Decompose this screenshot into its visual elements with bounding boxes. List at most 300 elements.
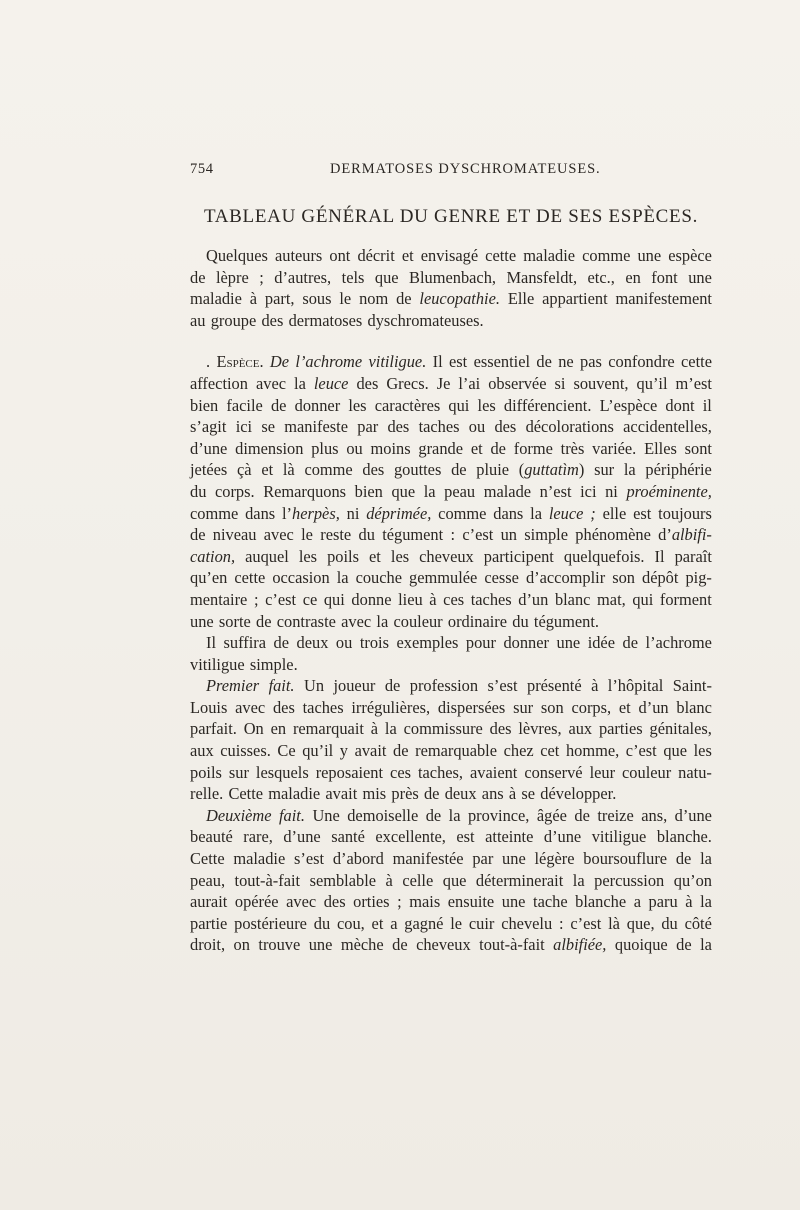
word — [390, 762, 411, 784]
text-run: la — [376, 611, 389, 631]
text-run: et — [261, 460, 274, 480]
word — [327, 546, 359, 568]
text-run: maladie — [233, 849, 286, 869]
word — [356, 373, 378, 395]
word — [651, 267, 677, 289]
text-run: province, — [467, 805, 530, 825]
text-run: profession — [409, 676, 479, 696]
text-run: la — [294, 373, 306, 393]
word — [623, 416, 712, 438]
word — [347, 503, 360, 525]
word — [469, 416, 485, 438]
text-run: qu’on — [673, 870, 712, 890]
word — [375, 395, 441, 417]
word — [235, 697, 265, 719]
word — [676, 848, 691, 870]
text-run: ni — [605, 481, 618, 501]
word — [512, 611, 528, 633]
text-run: et — [371, 913, 384, 933]
text-run: périphérie — [645, 460, 712, 480]
text-run: donne — [351, 589, 392, 609]
text-run: taches — [418, 417, 460, 437]
word — [394, 459, 441, 481]
word — [625, 267, 640, 289]
italic-text: l’achrome — [295, 352, 363, 372]
word — [458, 373, 480, 395]
text-line — [190, 934, 712, 956]
word — [284, 416, 348, 438]
text-run: peau, — [190, 870, 226, 890]
text-run: Mansfeldt, — [506, 267, 578, 287]
word — [549, 503, 584, 525]
word — [190, 481, 206, 503]
word — [468, 805, 529, 827]
text-run: taches, — [417, 762, 464, 782]
text-run: forme — [513, 438, 553, 458]
word — [261, 459, 273, 481]
word — [265, 288, 295, 310]
word — [294, 373, 306, 395]
word — [302, 288, 331, 310]
word — [626, 740, 657, 762]
text-run: postérieure — [234, 913, 307, 933]
text-run: d’un — [638, 697, 669, 717]
word — [415, 740, 497, 762]
word — [608, 351, 674, 373]
word — [478, 395, 496, 417]
text-run: de — [490, 438, 506, 458]
word — [456, 826, 474, 848]
word — [359, 524, 375, 546]
text-line — [190, 762, 712, 784]
word — [650, 718, 712, 740]
word — [271, 718, 286, 740]
text-run: maladie — [523, 246, 576, 265]
word — [626, 481, 711, 503]
word — [293, 718, 364, 740]
text-run: près — [391, 784, 419, 804]
word — [268, 783, 320, 805]
word — [534, 611, 599, 633]
text-run: comme — [438, 503, 487, 523]
text-run: semblable — [309, 870, 377, 890]
text-run: couleur — [393, 611, 443, 631]
word — [657, 826, 712, 848]
word — [274, 267, 331, 289]
text-run: Une — [312, 805, 340, 825]
text-run: tégument — [382, 525, 444, 545]
text-run: d’une — [674, 805, 712, 825]
word — [316, 762, 383, 784]
word — [409, 891, 440, 913]
text-run: rare, — [243, 827, 273, 847]
text-run: essentiel — [473, 352, 531, 372]
text-run: exemples — [396, 633, 459, 653]
text-run: sont — [684, 438, 712, 458]
word — [409, 567, 477, 589]
text-run: groupe — [210, 310, 257, 330]
text-run: et — [618, 697, 631, 717]
text-run: de — [273, 633, 290, 653]
text-run: avait — [325, 784, 358, 804]
word — [303, 697, 344, 719]
text-run: dans — [245, 503, 276, 523]
text-run: tout-à-fait — [479, 935, 545, 955]
text-run: par — [357, 417, 379, 437]
text-run: ces — [443, 589, 465, 609]
text-run: une — [688, 267, 712, 287]
text-run: se — [521, 784, 536, 804]
text-run: avait — [354, 741, 387, 761]
word — [234, 913, 307, 935]
text-run: de — [536, 352, 552, 372]
word — [466, 632, 496, 654]
word — [448, 611, 507, 633]
text-run: manifestement — [615, 289, 712, 309]
word — [472, 848, 493, 870]
text-run: dont — [665, 395, 695, 415]
text-run: dyschromateuses. — [367, 310, 484, 330]
text-run: déterminerait — [475, 870, 564, 890]
word — [190, 870, 225, 892]
italic-text: De — [269, 352, 290, 372]
text-run: d’accomplir — [525, 568, 606, 588]
word — [402, 870, 433, 892]
word — [190, 718, 237, 740]
text-run: santé — [331, 827, 365, 847]
word — [555, 589, 591, 611]
word — [501, 524, 517, 546]
word — [575, 524, 651, 546]
word — [190, 373, 248, 395]
word — [484, 567, 519, 589]
word — [462, 524, 493, 546]
text-run: taches — [470, 589, 512, 609]
text-run: lèvres, — [518, 719, 562, 739]
word — [337, 913, 365, 935]
text-run: a — [633, 892, 641, 912]
word — [376, 611, 388, 633]
word — [503, 632, 549, 654]
text-run: trouve — [258, 935, 301, 955]
text-run: l’ — [281, 503, 292, 523]
text-run: la — [423, 481, 436, 501]
text-line — [190, 373, 712, 395]
text-run: ; — [253, 589, 259, 609]
word — [190, 740, 214, 762]
word — [688, 267, 712, 289]
text-run: bien — [354, 481, 383, 501]
word — [644, 438, 677, 460]
text-run: de — [384, 676, 401, 696]
word — [320, 524, 351, 546]
text-run: des — [261, 310, 284, 330]
text-run: font — [651, 267, 678, 287]
word — [418, 762, 463, 784]
text-line — [190, 891, 712, 913]
word — [324, 589, 345, 611]
text-run: les — [298, 546, 318, 566]
text-run: cet — [540, 741, 560, 761]
word — [213, 524, 257, 546]
word — [438, 697, 505, 719]
word — [393, 611, 442, 633]
word — [393, 740, 408, 762]
word — [592, 826, 647, 848]
word — [190, 438, 227, 460]
word — [608, 913, 620, 935]
word — [342, 267, 365, 289]
text-run: que — [442, 870, 467, 890]
text-run: du — [512, 611, 529, 631]
word — [561, 438, 585, 460]
word — [355, 740, 387, 762]
text-run: côté — [684, 913, 712, 933]
word — [437, 373, 451, 395]
word — [355, 481, 383, 503]
text-run: forment — [659, 589, 712, 609]
word — [426, 805, 441, 827]
text-run: en — [270, 719, 287, 739]
word — [299, 546, 317, 568]
word — [371, 718, 378, 740]
text-run: çà — [237, 460, 252, 480]
word — [676, 697, 712, 719]
text-run: dispersées — [437, 697, 506, 717]
text-run: comme — [304, 460, 353, 480]
word — [386, 870, 393, 892]
text-run: que — [374, 267, 399, 287]
word — [470, 762, 517, 784]
text-run: maladie — [190, 289, 242, 309]
text-run: blanche — [575, 892, 627, 912]
word — [627, 913, 655, 935]
text-run: tache — [533, 892, 568, 912]
word — [216, 267, 249, 289]
word — [245, 546, 289, 568]
text-run: peau — [444, 481, 476, 501]
word — [409, 267, 496, 289]
word — [233, 848, 285, 870]
word — [190, 395, 218, 417]
word — [575, 891, 626, 913]
text-line — [190, 913, 712, 935]
word — [419, 288, 500, 310]
text-run: une — [637, 246, 662, 265]
word — [580, 481, 596, 503]
text-run: espèce — [668, 246, 712, 265]
word — [518, 718, 561, 740]
word — [329, 245, 350, 267]
text-run: de — [270, 395, 287, 415]
text-run: sur — [513, 697, 534, 717]
text-run: de — [425, 805, 442, 825]
word — [263, 481, 346, 503]
word — [418, 438, 463, 460]
word — [279, 805, 305, 827]
text-run: maladie — [268, 784, 321, 804]
word — [297, 632, 329, 654]
word — [676, 934, 691, 956]
word — [541, 697, 564, 719]
text-run: et — [470, 438, 483, 458]
italic-text: ; — [590, 503, 596, 523]
word — [265, 589, 296, 611]
text-run: s’est — [294, 849, 325, 869]
word — [256, 762, 309, 784]
word — [488, 675, 518, 697]
running-title: DERMATOSES DYSCHROMATEUSES. — [330, 161, 601, 177]
text-run: . — [206, 352, 211, 372]
text-run: tégument. — [533, 611, 599, 631]
text-run: de — [190, 267, 206, 287]
word — [676, 373, 712, 395]
word — [190, 567, 227, 589]
text-run: ( — [518, 460, 525, 480]
text-run: Remarquons — [263, 481, 347, 501]
italic-text: albifiée, — [553, 935, 607, 955]
text-run: la — [700, 849, 712, 869]
text-run: la — [700, 935, 712, 955]
text-run: de — [675, 849, 692, 869]
text-run: cheveux — [419, 546, 474, 566]
word — [449, 805, 461, 827]
text-run: joueur — [333, 676, 376, 696]
text-run: de — [451, 460, 467, 480]
word — [588, 632, 615, 654]
word — [542, 288, 608, 310]
text-run: une — [308, 935, 333, 955]
text-run: ce — [302, 589, 318, 609]
paragraph-gap — [190, 331, 712, 351]
word — [219, 611, 251, 633]
text-run: du — [313, 913, 331, 933]
word — [421, 245, 478, 267]
text-run: cou, — [336, 913, 365, 933]
text-run: par — [472, 849, 494, 869]
word — [509, 783, 516, 805]
word — [443, 870, 467, 892]
word — [346, 438, 362, 460]
word — [215, 481, 255, 503]
text-run: leur — [589, 762, 616, 782]
word — [382, 524, 443, 546]
word — [371, 438, 411, 460]
word — [375, 826, 446, 848]
word — [608, 675, 664, 697]
word — [450, 913, 462, 935]
text-line — [190, 459, 712, 481]
word — [674, 870, 712, 892]
paragraph — [190, 245, 712, 331]
text-run: Un — [303, 676, 325, 696]
text-run: de — [574, 805, 590, 825]
word — [245, 503, 275, 525]
text-run: parties — [598, 719, 643, 739]
word — [646, 632, 712, 654]
text-line — [190, 826, 712, 848]
text-run: de — [393, 741, 409, 761]
text-run: ici — [235, 417, 253, 437]
word — [190, 891, 227, 913]
word — [508, 288, 534, 310]
text-run: si — [554, 373, 566, 393]
text-run: à — [508, 784, 517, 804]
text-run: ordinaire — [447, 611, 508, 631]
paragraph — [190, 351, 712, 632]
word — [206, 632, 216, 654]
word — [261, 310, 283, 332]
word — [678, 762, 712, 784]
text-run: cette — [681, 352, 712, 372]
word — [304, 675, 324, 697]
italic-text: leucopathie. — [419, 289, 500, 309]
text-run: la — [623, 460, 636, 480]
word — [634, 891, 641, 913]
text-run: Grecs. — [386, 373, 429, 393]
text-line — [190, 870, 712, 892]
text-run: corps, — [571, 697, 612, 717]
text-run: Il — [654, 546, 665, 566]
text-run: conservé — [524, 762, 583, 782]
text-run: elle — [602, 503, 627, 523]
word — [282, 503, 340, 525]
word — [658, 524, 712, 546]
word — [369, 546, 381, 568]
word — [580, 351, 602, 373]
text-run: on — [233, 935, 250, 955]
word — [269, 675, 295, 697]
word — [216, 351, 263, 373]
word — [368, 310, 484, 332]
word — [597, 805, 633, 827]
word — [234, 934, 250, 956]
text-run: lèpre — [215, 267, 249, 287]
text-run: donner — [503, 633, 549, 653]
word — [448, 395, 469, 417]
italic-text: Premier — [206, 676, 260, 696]
word — [190, 589, 247, 611]
word — [514, 438, 553, 460]
text-run: ne — [558, 352, 574, 372]
word — [471, 589, 512, 611]
text-run: la — [530, 503, 542, 523]
text-run: : — [450, 525, 456, 545]
word — [391, 546, 409, 568]
word — [261, 416, 275, 438]
text-line — [190, 697, 712, 719]
word — [190, 934, 225, 956]
word — [369, 351, 427, 373]
text-run: qui — [448, 395, 470, 415]
italic-text: cation, — [190, 546, 236, 566]
text-run: est — [633, 503, 652, 523]
word — [244, 718, 264, 740]
text-run: vitiligue — [591, 827, 647, 847]
word — [226, 395, 262, 417]
text-line — [190, 288, 712, 310]
text-run: très — [560, 438, 585, 458]
word — [645, 459, 711, 481]
word — [314, 373, 349, 395]
word — [476, 459, 509, 481]
word — [540, 481, 572, 503]
word — [311, 438, 338, 460]
text-run: tels — [341, 267, 365, 287]
word — [590, 762, 615, 784]
word — [258, 934, 300, 956]
text-run: Elles — [644, 438, 677, 458]
